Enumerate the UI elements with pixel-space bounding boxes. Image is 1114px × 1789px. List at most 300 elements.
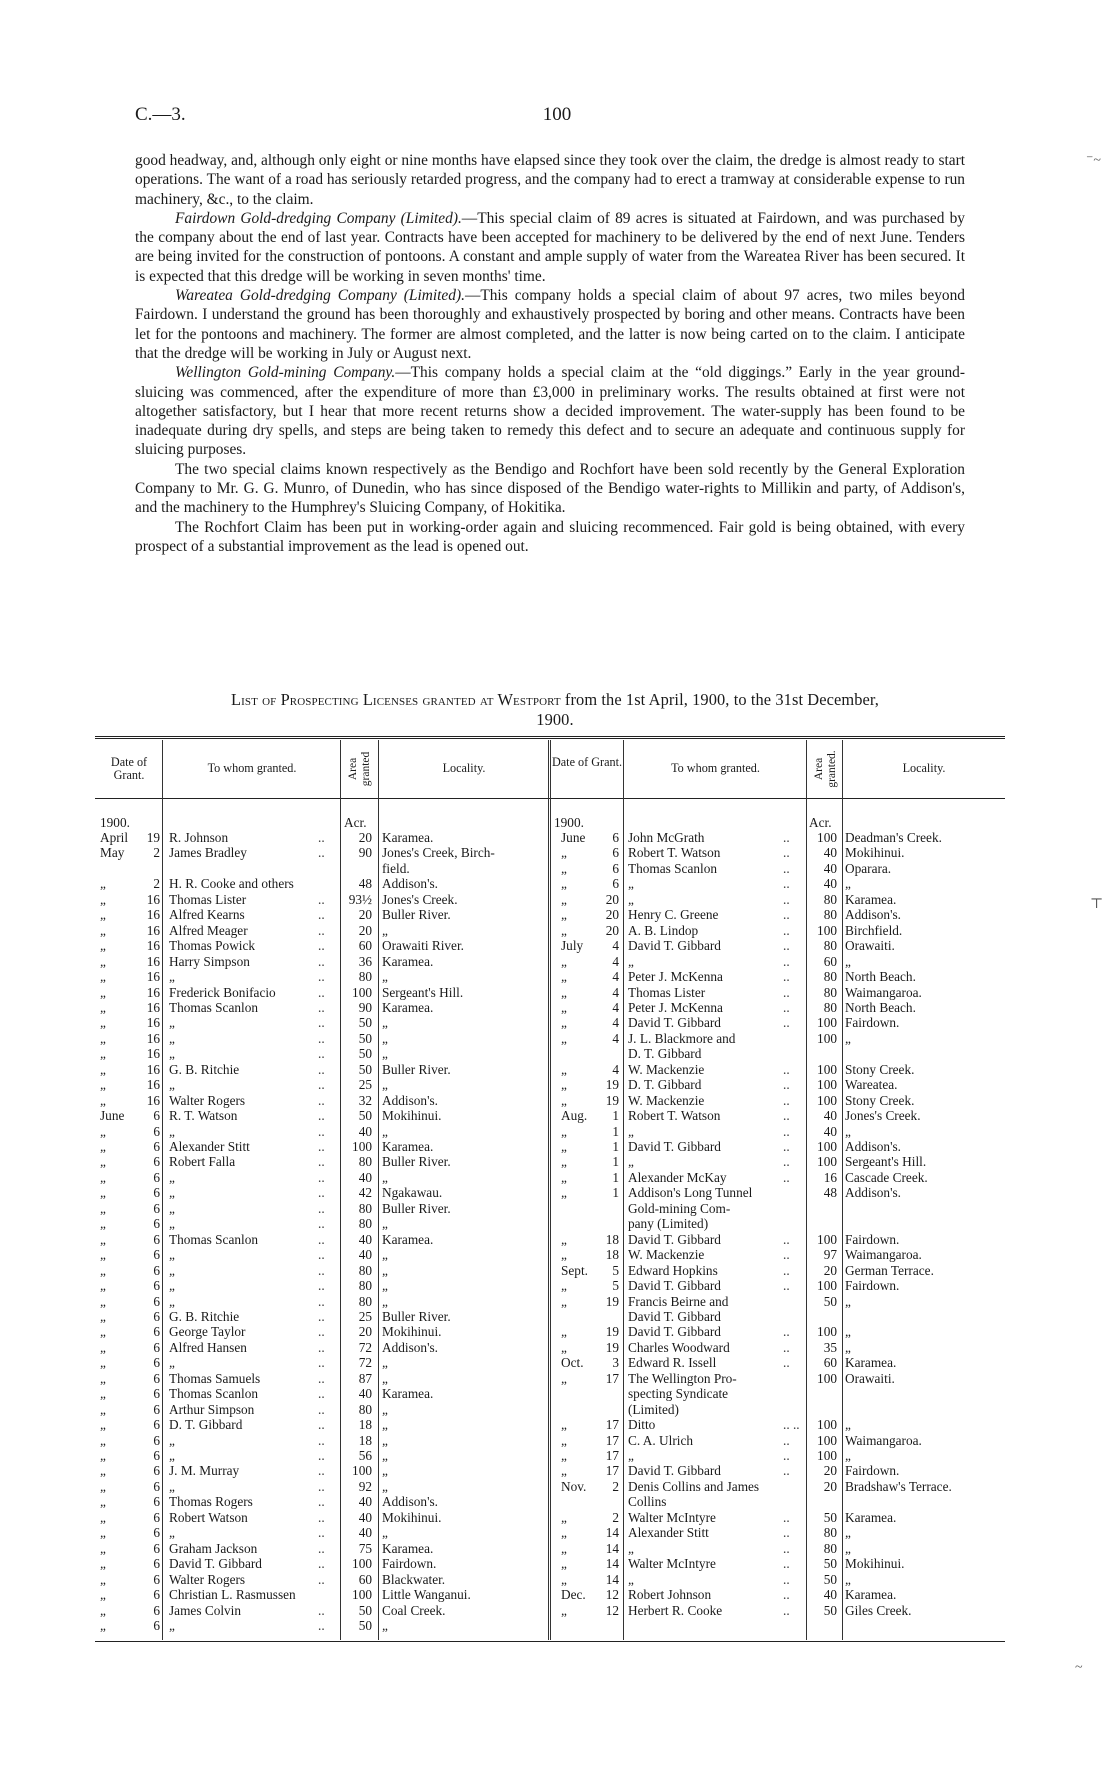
locality: Jones's Creek, Birch- [382, 845, 495, 861]
area-granted: 100 [817, 1417, 837, 1433]
grant-day: 6 [153, 1339, 160, 1355]
area-granted: 80 [823, 984, 837, 1000]
header-locality: Locality. [902, 761, 946, 775]
grant-day: 6 [612, 830, 619, 845]
locality: „ [845, 1324, 851, 1340]
leader-dots: .. [783, 1077, 790, 1093]
grant-month: „ [561, 1247, 567, 1263]
grant-day: 16 [146, 984, 160, 1000]
grant-month: „ [100, 1355, 106, 1371]
area-granted: 100 [817, 1061, 837, 1077]
table-row [551, 1139, 1005, 1155]
table-row [96, 1170, 548, 1186]
locality: „ [382, 1417, 388, 1433]
grant-day: 6 [153, 1247, 160, 1263]
grant-day: 17 [605, 1463, 619, 1479]
grant-day: 6 [153, 1386, 160, 1402]
locality: „ [382, 1169, 388, 1185]
locality: Addison's. [845, 907, 901, 923]
grantee-name: J. L. Blackmore and [628, 1030, 736, 1046]
area-granted: 100 [817, 1231, 837, 1247]
grant-day: 6 [153, 1417, 160, 1433]
grantee-name: „ [628, 1571, 634, 1587]
grantee-name: Robert T. Watson [628, 1108, 721, 1124]
grantee-name: Edward Hopkins [628, 1262, 718, 1278]
table-row [551, 1154, 1005, 1170]
table-row [551, 830, 1005, 846]
grantee-name: Alfred Kearns [169, 907, 245, 923]
table-row [551, 1015, 1005, 1031]
locality: Waimangaroa. [845, 1247, 922, 1263]
grantee-name: „ [169, 1030, 175, 1046]
leader-dots: .. [318, 1231, 325, 1247]
table-title-year: 1900. [536, 710, 574, 729]
grant-month: „ [561, 1231, 567, 1247]
leader-dots: .. [783, 891, 790, 907]
grant-day: 14 [605, 1556, 619, 1572]
locality: Addison's. [382, 1092, 438, 1108]
area-granted: 100 [352, 1587, 372, 1603]
area-granted: 16 [823, 1169, 837, 1185]
area-granted: 80 [823, 891, 837, 907]
grant-day: 6 [612, 860, 619, 876]
table-row [551, 1402, 1005, 1418]
leader-dots: .. [783, 1154, 790, 1170]
year-label: 1900. [554, 815, 584, 830]
grantee-name: D. T. Gibbard [628, 1077, 702, 1093]
grant-month: „ [561, 1432, 567, 1448]
leader-dots: .. [783, 1262, 790, 1278]
grantee-name: G. B. Ritchie [169, 1308, 240, 1324]
leader-dots: .. [318, 1571, 325, 1587]
grant-month: „ [100, 922, 106, 938]
grantee-name: Walter Rogers [169, 1571, 246, 1587]
locality: „ [845, 953, 851, 969]
svg-text:Areagranted: Areagranted [347, 751, 372, 787]
locality: Orawaiti River. [382, 938, 464, 954]
leader-dots: .. [318, 1324, 325, 1340]
grant-day: 4 [612, 969, 619, 985]
locality: „ [382, 1525, 388, 1541]
grantee-name: Thomas Scanlon [628, 860, 718, 876]
leader-dots: .. [318, 1355, 325, 1371]
leader-dots: .. [318, 1308, 325, 1324]
grantee-name: J. M. Murray [169, 1463, 240, 1479]
area-granted: 50 [823, 1509, 837, 1525]
header-area-vertical [342, 742, 378, 796]
grant-month: „ [100, 1262, 106, 1278]
grantee-name: Christian L. Rasmussen [169, 1587, 296, 1603]
header-date: Date of Grant. [110, 755, 148, 782]
grant-month: „ [561, 1525, 567, 1541]
grant-month: „ [561, 845, 567, 861]
leader-dots: .. [318, 1061, 325, 1077]
table-row [551, 954, 1005, 970]
grantee-name: „ [169, 1293, 175, 1309]
grant-day: 17 [605, 1432, 619, 1448]
locality: Karamea. [382, 830, 434, 845]
locality: Orawaiti. [845, 1370, 895, 1386]
leader-dots: .. [318, 1617, 325, 1633]
grantee-name: Alexander Stitt [628, 1525, 709, 1541]
grant-month: „ [100, 938, 106, 954]
table-row [96, 1031, 548, 1047]
page-header [0, 104, 1114, 128]
grant-month: „ [561, 1278, 567, 1294]
area-granted: 90 [358, 999, 372, 1015]
table-row [551, 1247, 1005, 1263]
margin-mark: ~ [1075, 1660, 1083, 1675]
area-granted: 80 [358, 1401, 372, 1417]
area-granted: 80 [358, 1200, 372, 1216]
area-granted: 80 [823, 999, 837, 1015]
leader-dots: .. [318, 1262, 325, 1278]
grant-month: „ [100, 1448, 106, 1463]
grant-day: 1 [612, 1139, 619, 1154]
grant-day: 19 [146, 830, 160, 845]
leader-dots: .. [318, 1432, 325, 1448]
area-granted: 80 [358, 1154, 372, 1170]
table-row [96, 1463, 548, 1479]
table-row [551, 892, 1005, 908]
table-top-rule [95, 736, 1005, 739]
grant-day: 6 [153, 1200, 160, 1216]
leader-dots: .. [783, 984, 790, 1000]
locality: Buller River. [382, 1061, 451, 1077]
grant-day: 6 [153, 1355, 160, 1371]
grant-day: 6 [153, 1262, 160, 1278]
area-granted: 100 [817, 1154, 837, 1170]
grantee-name: „ [628, 953, 634, 969]
grant-month: July [561, 938, 584, 954]
locality: „ [845, 1448, 851, 1463]
grant-month: „ [100, 1417, 106, 1433]
locality: Bradshaw's Terrace. [845, 1478, 952, 1494]
grantee-name: pany (Limited) [628, 1216, 709, 1232]
leader-dots: .. [318, 1509, 325, 1525]
grant-day: 16 [146, 969, 160, 985]
grantee-name: „ [169, 1355, 175, 1371]
grant-month: „ [100, 1509, 106, 1525]
grantee-name: „ [169, 1169, 175, 1185]
grantee-name: Walter Rogers [169, 1092, 246, 1108]
grant-month: „ [561, 1154, 567, 1170]
table-row [96, 1201, 548, 1217]
leader-dots: .. [783, 1092, 790, 1108]
grant-month: „ [561, 1030, 567, 1046]
area-granted: 90 [358, 845, 372, 861]
header-locality: Locality. [442, 761, 486, 775]
grantee-name: Walter McIntyre [628, 1556, 716, 1572]
area-granted: 80 [358, 969, 372, 985]
grant-month: Nov. [561, 1478, 587, 1494]
margin-mark: ⁻~ [1086, 153, 1101, 168]
grant-month: „ [561, 1293, 567, 1309]
grantee-name: Thomas Powick [169, 938, 256, 954]
grant-month: „ [561, 922, 567, 938]
area-granted: 100 [817, 1432, 837, 1448]
grant-month: „ [100, 1092, 106, 1108]
grantee-name: Addison's Long Tunnel [628, 1185, 753, 1201]
area-granted: 60 [358, 938, 372, 954]
area-granted: 40 [358, 1247, 372, 1263]
grantee-name: Thomas Samuels [169, 1370, 261, 1386]
grant-month: „ [100, 1525, 106, 1541]
grant-day: 12 [605, 1587, 619, 1603]
area-granted: 20 [823, 1262, 837, 1278]
leader-dots: .. [318, 1293, 325, 1309]
locality: „ [382, 1247, 388, 1263]
leader-dots: .. [783, 1463, 790, 1479]
area-granted: 72 [358, 1339, 372, 1355]
grant-month: „ [561, 1448, 567, 1463]
leader-dots: .. [783, 1231, 790, 1247]
grant-month: „ [100, 1139, 106, 1154]
locality: Coal Creek. [382, 1602, 446, 1618]
leader-dots: .. [318, 969, 325, 985]
grant-day: 1 [612, 1154, 619, 1170]
grantee-name: A. B. Lindop [628, 922, 699, 938]
area-granted: 40 [358, 1509, 372, 1525]
locality: Cascade Creek. [845, 1169, 928, 1185]
grant-day: 6 [153, 1216, 160, 1232]
locality: Addison's. [845, 1139, 901, 1154]
area-granted: 80 [823, 969, 837, 985]
leader-dots: .. [318, 1478, 325, 1494]
area-granted: 80 [358, 1216, 372, 1232]
grant-month: „ [100, 953, 106, 969]
grant-day: 4 [612, 1030, 619, 1046]
table-row [551, 1309, 1005, 1325]
grant-day: 6 [153, 1324, 160, 1340]
grant-day: 6 [153, 1123, 160, 1139]
grantee-name: „ [169, 1247, 175, 1263]
locality: Oparara. [845, 860, 892, 876]
area-granted: 50 [358, 1015, 372, 1031]
grant-month: Aug. [561, 1108, 588, 1124]
grantee-name: Robert Johnson [628, 1587, 712, 1603]
leader-dots: .. [783, 1169, 790, 1185]
table-row [96, 1587, 548, 1603]
table-row [96, 1108, 548, 1124]
table-row [96, 1618, 548, 1634]
grant-day: 4 [612, 1061, 619, 1077]
locality: „ [382, 1617, 388, 1633]
grant-day: 16 [146, 999, 160, 1015]
grantee-name: The Wellington Pro- [628, 1370, 737, 1386]
grant-day: 20 [605, 891, 619, 907]
area-granted: 20 [823, 1463, 837, 1479]
grant-day: 6 [153, 1231, 160, 1247]
area-granted: 100 [817, 1278, 837, 1294]
grantee-name: Collins [628, 1494, 667, 1510]
grantee-name: Denis Collins and James [628, 1478, 760, 1494]
area-granted: 80 [823, 1525, 837, 1541]
leader-dots: .. [318, 1401, 325, 1417]
grant-day: 6 [153, 1571, 160, 1587]
area-granted: 40 [823, 860, 837, 876]
grantee-name: Alfred Meager [169, 922, 248, 938]
locality: Karamea. [845, 1355, 897, 1371]
leader-dots: .. [318, 1108, 325, 1124]
grant-month: „ [100, 1293, 106, 1309]
grant-day: 6 [153, 1293, 160, 1309]
area-granted: 48 [358, 876, 372, 892]
leader-dots: .. [783, 1525, 790, 1541]
locality: Mokihinui. [382, 1108, 442, 1124]
leader-dots: .. [318, 1216, 325, 1232]
header-whom: To whom granted. [207, 761, 297, 775]
area-granted: 100 [817, 1077, 837, 1093]
grant-month: May [100, 845, 125, 861]
grant-day: 5 [612, 1262, 619, 1278]
grantee-name: Peter J. McKenna [628, 969, 723, 985]
leader-dots: .. .. [783, 1417, 800, 1433]
leader-dots: .. [318, 1540, 325, 1556]
grant-day: 6 [153, 1617, 160, 1633]
area-granted: 80 [358, 1293, 372, 1309]
grant-day: 6 [153, 1509, 160, 1525]
grant-day: 16 [146, 1077, 160, 1093]
grantee-name: David T. Gibbard [628, 1278, 721, 1294]
table-row [551, 1124, 1005, 1140]
locality: Karamea. [845, 1509, 897, 1525]
grant-month: „ [100, 1571, 106, 1587]
area-granted: 100 [817, 1139, 837, 1154]
grant-month: „ [561, 1015, 567, 1031]
grant-month: „ [100, 1386, 106, 1402]
locality: Addison's. [382, 1494, 438, 1510]
grantee-name: W. Mackenzie [628, 1061, 705, 1077]
grant-day: 14 [605, 1540, 619, 1556]
locality: Sergeant's Hill. [382, 984, 464, 1000]
grantee-name: Robert T. Watson [628, 845, 721, 861]
grantee-name: Thomas Scanlon [169, 1231, 259, 1247]
table-row [551, 1046, 1005, 1062]
area-granted: 40 [823, 1123, 837, 1139]
grant-month: „ [100, 1617, 106, 1633]
header-whom: To whom granted. [671, 761, 760, 775]
locality: „ [382, 1370, 388, 1386]
area-granted: 80 [358, 1262, 372, 1278]
table-row [551, 1278, 1005, 1294]
table-row [96, 1247, 548, 1263]
grantee-name: David T. Gibbard [628, 1231, 721, 1247]
grantee-name: „ [628, 1154, 634, 1170]
grant-day: 19 [605, 1293, 619, 1309]
table-row [96, 1309, 548, 1325]
grant-month: „ [561, 999, 567, 1015]
table-row [96, 938, 548, 954]
area-granted: 80 [823, 938, 837, 954]
locality: „ [382, 1216, 388, 1232]
grant-month: „ [561, 1185, 567, 1201]
grantee-name: Francis Beirne and [628, 1293, 729, 1309]
grantee-name: Alexander Stitt [169, 1139, 250, 1154]
grant-day: 6 [153, 1370, 160, 1386]
locality: Fairdown. [845, 1231, 900, 1247]
area-granted: 80 [823, 907, 837, 923]
area-granted: 20 [358, 907, 372, 923]
paragraph: Wareatea Gold-dredging Company (Limited).—This company holds a special claim of about 97 acres, two miles beyond Fairdown. I understand the ground has been thoroughly and exhaustively prospected by boring and other means. Contracts have been let for the pontoons and machinery. The former are almost completed, and the latter is now being carted on to the claim. I anticipate that the dredge will be working in July or August next. [135, 287, 965, 362]
grant-day: 12 [605, 1602, 619, 1618]
grantee-name: „ [628, 1123, 634, 1139]
grantee-name: R. T. Watson [169, 1108, 238, 1124]
table-row [96, 1371, 548, 1387]
leader-dots: .. [783, 1571, 790, 1587]
grant-month: „ [100, 891, 106, 907]
grant-month: „ [561, 1092, 567, 1108]
leader-dots: .. [318, 984, 325, 1000]
grant-month: „ [100, 1478, 106, 1494]
grant-day: 17 [605, 1417, 619, 1433]
grant-day: 16 [146, 1030, 160, 1046]
grant-day: 20 [605, 922, 619, 938]
table-row [551, 923, 1005, 939]
locality: Mokihinui. [845, 845, 905, 861]
grant-day: 6 [153, 1556, 160, 1572]
locality: Karamea. [845, 891, 897, 907]
grantee-name: Gold-mining Com- [628, 1200, 731, 1216]
body-text [135, 151, 965, 556]
grantee-name: „ [169, 1278, 175, 1294]
table-row [96, 1124, 548, 1140]
leader-dots: .. [318, 1417, 325, 1433]
grant-month: „ [561, 1169, 567, 1185]
leader-dots: .. [783, 1015, 790, 1031]
leader-dots: .. [318, 1556, 325, 1572]
table-row [551, 1525, 1005, 1541]
locality: Blackwater. [382, 1571, 446, 1587]
grantee-name: R. Johnson [169, 830, 229, 845]
table-row [96, 1603, 548, 1619]
locality: field. [382, 860, 410, 876]
grant-day: 6 [153, 1401, 160, 1417]
grant-month: „ [561, 876, 567, 892]
locality: Sergeant's Hill. [845, 1154, 927, 1170]
grant-month: „ [561, 969, 567, 985]
grantee-name: „ [169, 1077, 175, 1093]
locality: Buller River. [382, 1200, 451, 1216]
grant-month: „ [561, 984, 567, 1000]
locality: „ [382, 1015, 388, 1031]
grant-month: „ [100, 984, 106, 1000]
grantee-name: „ [169, 1525, 175, 1541]
grantee-name: James Bradley [169, 845, 247, 861]
grant-month: „ [100, 1432, 106, 1448]
grant-day: 4 [612, 953, 619, 969]
grant-day: 6 [153, 1169, 160, 1185]
table-row [551, 1541, 1005, 1557]
table-row [96, 1448, 548, 1464]
table-row [96, 1154, 548, 1170]
grant-day: 5 [612, 1278, 619, 1294]
locality: Addison's. [845, 1185, 901, 1201]
area-granted: 50 [358, 1061, 372, 1077]
grant-month: „ [100, 1169, 106, 1185]
table-title-lead: List of Prospecting Licenses granted at Westport [231, 690, 561, 709]
grant-month: „ [100, 1123, 106, 1139]
locality: „ [382, 1355, 388, 1371]
grantee-name: Alfred Hansen [169, 1339, 247, 1355]
grant-day: 2 [612, 1509, 619, 1525]
table-row [551, 876, 1005, 892]
table-row [96, 1139, 548, 1155]
year-label: 1900. [100, 815, 130, 830]
locality: „ [845, 1030, 851, 1046]
locality: Mokihinui. [382, 1324, 442, 1340]
grant-month: „ [561, 1463, 567, 1479]
